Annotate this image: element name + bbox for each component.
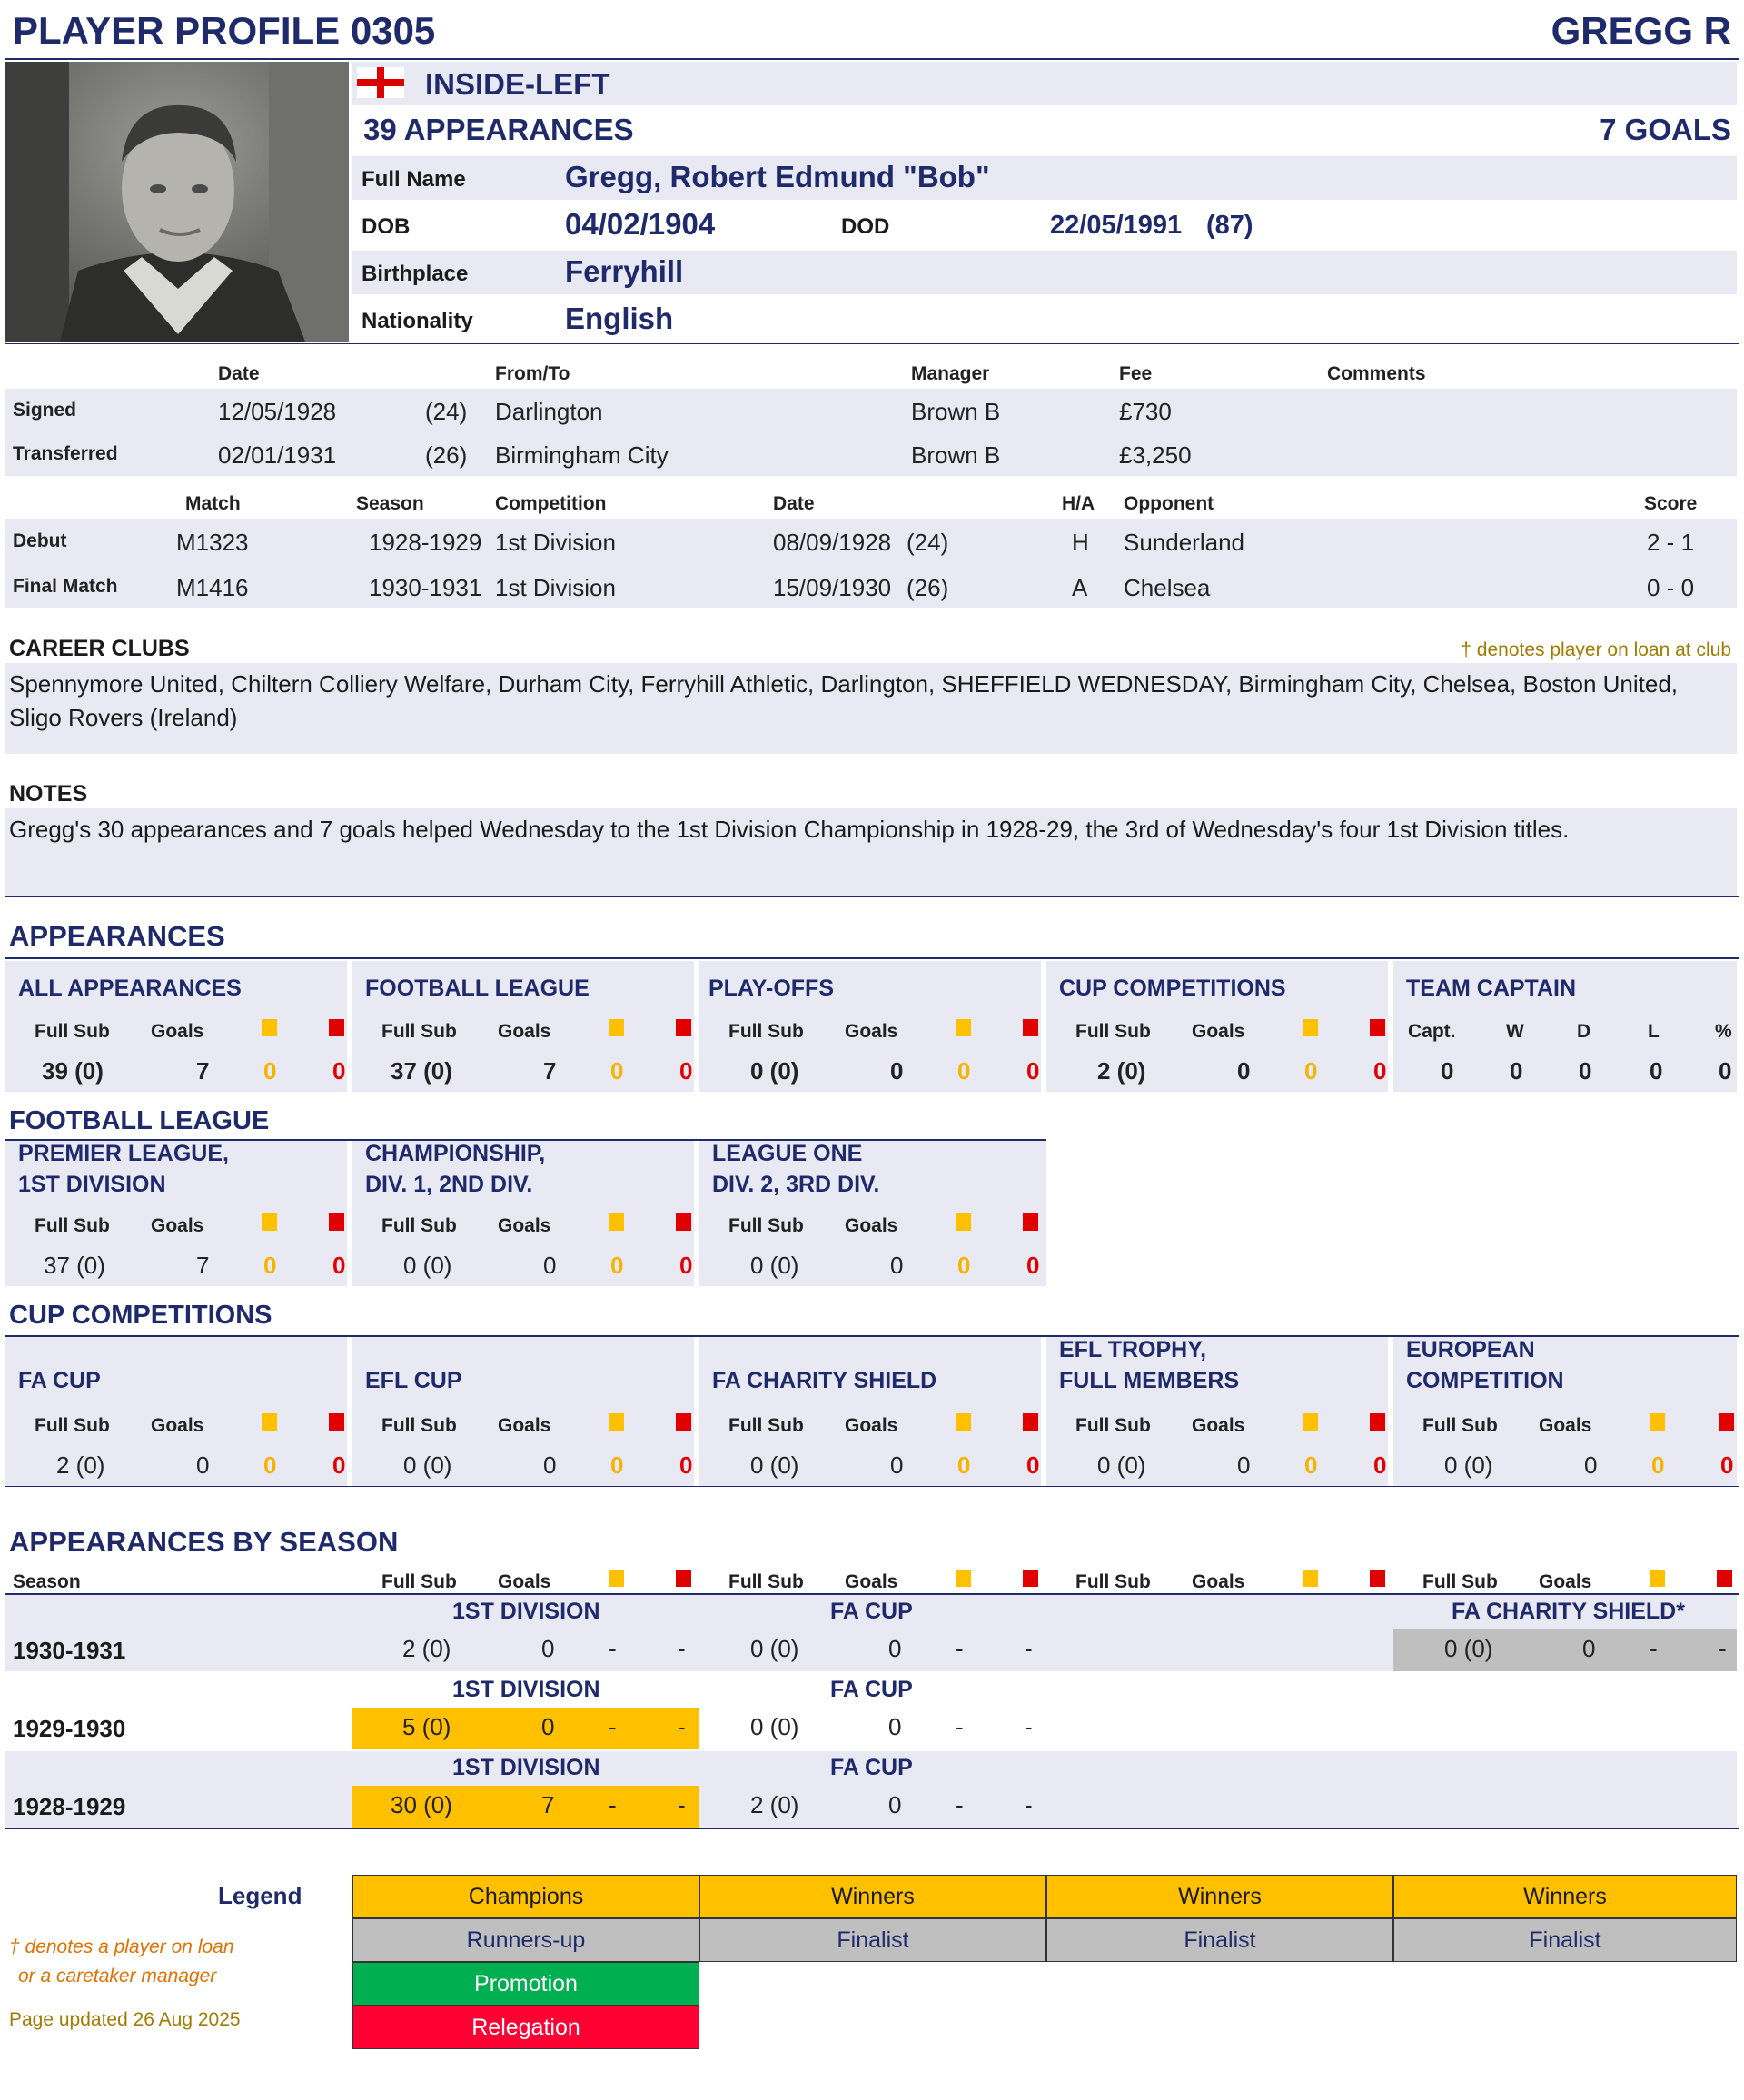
- cup-competition: FA CUP: [830, 1677, 913, 1702]
- debut-season: 1928-1929: [369, 529, 482, 556]
- player-name: GREGG R: [1551, 9, 1731, 52]
- league-full-sub: 5 (0): [402, 1713, 451, 1740]
- appearances-title: APPEARANCES: [9, 920, 225, 952]
- yellow-value: 0: [957, 1057, 971, 1085]
- red-card-icon: [1370, 1413, 1385, 1431]
- cup-block-3: [1046, 1337, 1388, 1486]
- goals-value: 7: [543, 1057, 557, 1085]
- appearances-block-1: [352, 961, 694, 1092]
- red-card-icon: [1717, 1570, 1732, 1587]
- league-yellow: -: [609, 1635, 617, 1662]
- shield-goals: 0: [1582, 1635, 1596, 1662]
- debut-opponent: Sunderland: [1124, 529, 1244, 556]
- final-score: 0 - 0: [1647, 574, 1695, 601]
- dod-age: (87): [1206, 211, 1254, 240]
- full-sub-value: 0 (0): [403, 1451, 452, 1479]
- lost-header: L: [1648, 1021, 1660, 1042]
- cup-goals: 0: [888, 1713, 902, 1740]
- col3-goals: Goals: [1192, 1571, 1245, 1592]
- yellow-card-icon: [609, 1213, 624, 1231]
- notes-rule: [5, 896, 1739, 897]
- red-card-icon: [1719, 1413, 1734, 1431]
- yellow-card-icon: [262, 1213, 277, 1231]
- block-title-2: FA CUP: [18, 1368, 101, 1393]
- cup-red: -: [1025, 1713, 1033, 1740]
- league-block-0: [5, 1141, 347, 1286]
- goals-header: Goals: [1192, 1415, 1245, 1436]
- league-full-sub: 30 (0): [391, 1791, 452, 1818]
- appearances-block-2: [699, 961, 1041, 1092]
- nationality-label: Nationality: [362, 309, 473, 333]
- block-title-2: 1ST DIVISION: [18, 1172, 166, 1197]
- goals-value: 0: [1584, 1451, 1598, 1479]
- yellow-card-icon: [262, 1413, 277, 1431]
- goals-value: 0: [890, 1057, 904, 1085]
- yellow-value: 0: [957, 1252, 971, 1279]
- red-value: 0: [1720, 1451, 1734, 1479]
- full-name: Gregg, Robert Edmund "Bob": [565, 160, 990, 193]
- team-captain-block: [1393, 961, 1737, 1092]
- season-label: 1930-1931: [13, 1637, 126, 1664]
- full-sub-value: 0 (0): [403, 1252, 452, 1279]
- red-value: 0: [332, 1451, 346, 1479]
- goals-value: 0: [890, 1451, 904, 1479]
- yellow-card-icon: [956, 1019, 971, 1036]
- red-value: 0: [1373, 1057, 1387, 1085]
- goals-header: Goals: [498, 1021, 551, 1042]
- goals-value: 0: [543, 1451, 557, 1479]
- full-sub-header: Full Sub: [382, 1021, 457, 1042]
- dob-label: DOB: [362, 214, 411, 239]
- full-sub-header: Full Sub: [35, 1215, 110, 1236]
- full-sub-value: 0 (0): [750, 1451, 799, 1479]
- full-sub-value: 0 (0): [1097, 1451, 1146, 1479]
- red-card-icon: [1023, 1019, 1038, 1036]
- block-title-1: EFL TROPHY,: [1059, 1337, 1207, 1362]
- final-date: 15/09/1930: [773, 574, 892, 601]
- red-card-icon: [676, 1019, 691, 1036]
- career-clubs-title: CAREER CLUBS: [9, 636, 190, 661]
- cup-red: -: [1025, 1791, 1033, 1818]
- full-name-row: [352, 156, 1737, 200]
- red-value: 0: [332, 1252, 346, 1279]
- final-season: 1930-1931: [369, 574, 482, 601]
- transferred-fee: £3,250: [1119, 441, 1192, 469]
- col4-goals: Goals: [1539, 1571, 1592, 1592]
- final-match-label: Final Match: [13, 576, 118, 597]
- competition-header: Competition: [495, 493, 607, 514]
- yellow-card-icon: [609, 1570, 624, 1587]
- legend-winners-1: Winners: [699, 1875, 1046, 1918]
- full-sub-header: Full Sub: [728, 1215, 804, 1236]
- cup-competitions-title: CUP COMPETITIONS: [9, 1301, 272, 1330]
- full-sub-header: Full Sub: [382, 1415, 457, 1436]
- block-title: FOOTBALL LEAGUE: [365, 976, 590, 1001]
- cup-block-0: [5, 1337, 347, 1486]
- player-photo: [5, 62, 349, 342]
- signed-date: 12/05/1928: [218, 398, 337, 425]
- red-card-icon: [329, 1413, 344, 1431]
- league-block-2: [699, 1141, 1046, 1286]
- yellow-value: 0: [1651, 1451, 1665, 1479]
- birthplace-label: Birthplace: [362, 262, 469, 286]
- red-card-icon: [1023, 1213, 1038, 1231]
- dod: 22/05/1991: [1050, 211, 1183, 240]
- block-title-2: DIV. 2, 3RD DIV.: [712, 1172, 880, 1197]
- debut-date: 08/09/1928: [773, 529, 892, 556]
- transfers-fromto-header: From/To: [495, 363, 570, 384]
- debut-match: M1323: [176, 529, 249, 556]
- full-sub-header: Full Sub: [1422, 1415, 1498, 1436]
- full-sub-value: 0 (0): [1444, 1451, 1493, 1479]
- appearances-total: 39 APPEARANCES: [363, 113, 634, 146]
- full-sub-value: 37 (0): [391, 1057, 452, 1085]
- red-card-icon: [1023, 1413, 1038, 1431]
- league-competition: 1ST DIVISION: [452, 1599, 600, 1624]
- goals-header: Goals: [845, 1021, 898, 1042]
- transfers-manager-header: Manager: [911, 363, 990, 384]
- yellow-card-icon: [1303, 1019, 1318, 1036]
- transferred-club: Birmingham City: [495, 441, 669, 469]
- yellow-value: 0: [1304, 1451, 1318, 1479]
- red-value: 0: [679, 1057, 693, 1085]
- debut-age: (24): [907, 529, 949, 556]
- block-title-2: FULL MEMBERS: [1059, 1368, 1240, 1393]
- goals-value: 0: [1237, 1057, 1251, 1085]
- yellow-value: 0: [263, 1252, 277, 1279]
- page-updated: Page updated 26 Aug 2025: [9, 2009, 241, 2030]
- yellow-card-icon: [1650, 1570, 1665, 1587]
- league-goals: 0: [541, 1635, 555, 1662]
- goals-header: Goals: [151, 1415, 204, 1436]
- debut-ha: H: [1072, 529, 1089, 556]
- goals-header: Goals: [151, 1215, 204, 1236]
- goals-header: Goals: [498, 1415, 551, 1436]
- col1-full-sub: Full Sub: [382, 1571, 457, 1592]
- date-header: Date: [773, 493, 815, 514]
- goals-value: 0: [196, 1451, 210, 1479]
- full-sub-value: 37 (0): [44, 1252, 105, 1279]
- red-value: 0: [679, 1252, 693, 1279]
- shield-full-sub: 0 (0): [1444, 1635, 1493, 1662]
- legend-runners-up: Runners-up: [352, 1918, 699, 1962]
- red-card-icon: [1370, 1570, 1385, 1587]
- position: INSIDE-LEFT: [425, 67, 610, 101]
- legend-promotion: Promotion: [352, 1962, 699, 2006]
- full-name-label: Full Name: [362, 167, 466, 192]
- red-value: 0: [1026, 1252, 1040, 1279]
- block-title-2: DIV. 1, 2ND DIV.: [365, 1172, 533, 1197]
- goals-header: Goals: [1192, 1021, 1245, 1042]
- full-sub-value: 0 (0): [750, 1252, 799, 1279]
- yellow-card-icon: [262, 1019, 277, 1036]
- goals-value: 0: [543, 1252, 557, 1279]
- cup-block-2: [699, 1337, 1041, 1486]
- football-league-title: FOOTBALL LEAGUE: [9, 1106, 270, 1135]
- goals-header: Goals: [845, 1215, 898, 1236]
- signed-manager: Brown B: [911, 398, 1001, 425]
- match-header: Match: [185, 493, 241, 514]
- season-header: Season: [356, 493, 424, 514]
- yellow-value: 0: [263, 1057, 277, 1085]
- yellow-value: 0: [610, 1451, 624, 1479]
- signed-label: Signed: [13, 400, 77, 421]
- appearances-rule: [5, 957, 1739, 959]
- yellow-card-icon: [956, 1413, 971, 1431]
- col3-full-sub: Full Sub: [1075, 1571, 1151, 1592]
- cup-full-sub: 0 (0): [750, 1635, 799, 1662]
- cup-goals: 0: [888, 1635, 902, 1662]
- block-title-2: EFL CUP: [365, 1368, 462, 1393]
- shield-competition: FA CHARITY SHIELD*: [1452, 1599, 1685, 1624]
- league-red: -: [678, 1635, 686, 1662]
- col1-goals: Goals: [498, 1571, 551, 1592]
- red-value: 0: [1026, 1057, 1040, 1085]
- league-competition: 1ST DIVISION: [452, 1755, 600, 1780]
- shield-red: -: [1719, 1635, 1727, 1662]
- league-full-sub: 2 (0): [402, 1635, 451, 1662]
- captain-value: 0: [1441, 1057, 1454, 1085]
- legend-finalist-1: Finalist: [699, 1918, 1046, 1962]
- goals-header: Goals: [498, 1215, 551, 1236]
- won-header: W: [1506, 1021, 1524, 1042]
- cups-bottom-rule: [5, 1486, 1739, 1487]
- yellow-value: 0: [263, 1451, 277, 1479]
- percent-header: %: [1715, 1021, 1732, 1042]
- yellow-card-icon: [956, 1570, 971, 1587]
- signed-club: Darlington: [495, 398, 603, 425]
- yellow-value: 0: [957, 1451, 971, 1479]
- england-flag-icon: [357, 67, 404, 98]
- goals-value: 0: [1237, 1451, 1251, 1479]
- full-sub-value: 2 (0): [1097, 1057, 1146, 1085]
- legend-champions: Champions: [352, 1875, 699, 1918]
- full-sub-value: 0 (0): [750, 1057, 799, 1085]
- goals-value: 7: [196, 1057, 210, 1085]
- full-sub-header: Full Sub: [35, 1415, 110, 1436]
- yellow-card-icon: [956, 1213, 971, 1231]
- goals-header: Goals: [1539, 1415, 1592, 1436]
- goals-value: 7: [196, 1252, 210, 1279]
- yellow-card-icon: [1303, 1413, 1318, 1431]
- red-card-icon: [676, 1570, 691, 1587]
- won-value: 0: [1510, 1057, 1523, 1085]
- transferred-age: (26): [425, 441, 468, 469]
- debut-competition: 1st Division: [495, 529, 616, 556]
- birthplace: Ferryhill: [565, 254, 684, 288]
- full-sub-header: Full Sub: [1075, 1021, 1151, 1042]
- red-value: 0: [1026, 1451, 1040, 1479]
- red-value: 0: [332, 1057, 346, 1085]
- league-yellow: -: [609, 1713, 617, 1740]
- legend-winners-3: Winners: [1393, 1875, 1737, 1918]
- block-title-1: LEAGUE ONE: [712, 1141, 863, 1166]
- yellow-card-icon: [1303, 1570, 1318, 1587]
- percent-value: 0: [1719, 1057, 1732, 1085]
- opponent-header: Opponent: [1124, 493, 1214, 514]
- cup-competition: FA CUP: [830, 1599, 913, 1624]
- final-ha: A: [1072, 574, 1088, 601]
- legend-relegation: Relegation: [352, 2006, 699, 2049]
- final-competition: 1st Division: [495, 574, 616, 601]
- cup-red: -: [1025, 1635, 1033, 1662]
- by-season-bottom-rule: [5, 1828, 1739, 1829]
- col4-full-sub: Full Sub: [1422, 1571, 1498, 1592]
- career-clubs-text: Spennymore United, Chiltern Colliery Welfare, Durham City, Ferryhill Athletic, Darlington, SHEFFIELD WEDNESDAY, Birmingham City, Chelsea, Boston United, Sligo Rovers (Ireland): [9, 670, 1679, 731]
- cup-competition: FA CUP: [830, 1755, 913, 1780]
- final-age: (26): [907, 574, 949, 601]
- dod-label: DOD: [841, 214, 890, 239]
- full-sub-value: 2 (0): [56, 1451, 105, 1479]
- score-header: Score: [1644, 493, 1698, 514]
- yellow-card-icon: [609, 1019, 624, 1036]
- yellow-value: 0: [610, 1057, 624, 1085]
- header-rule: [5, 58, 1739, 60]
- nationality: English: [565, 302, 674, 335]
- red-card-icon: [329, 1213, 344, 1231]
- page-title: PLAYER PROFILE 0305: [13, 9, 436, 52]
- season-column-header: Season: [13, 1571, 81, 1592]
- transfers-comments-header: Comments: [1327, 363, 1426, 384]
- appearances-block-3: [1046, 961, 1388, 1092]
- block-title: CUP COMPETITIONS: [1059, 976, 1286, 1001]
- league-yellow: -: [609, 1791, 617, 1818]
- red-card-icon: [329, 1019, 344, 1036]
- goals-total: 7 GOALS: [1600, 113, 1731, 146]
- league-competition: 1ST DIVISION: [452, 1677, 600, 1702]
- loan-note: † denotes player on loan at club: [1461, 639, 1731, 660]
- appearances-block-0: [5, 961, 347, 1092]
- final-match-id: M1416: [176, 574, 249, 601]
- full-sub-header: Full Sub: [382, 1215, 457, 1236]
- season-label: 1929-1930: [13, 1715, 126, 1742]
- cup-yellow: -: [956, 1713, 964, 1740]
- cup-yellow: -: [956, 1791, 964, 1818]
- col2-goals: Goals: [845, 1571, 898, 1592]
- goals-value: 0: [890, 1252, 904, 1279]
- league-goals: 0: [541, 1713, 555, 1740]
- block-title: TEAM CAPTAIN: [1406, 976, 1577, 1001]
- legend-loan-note-1: † denotes a player on loan: [9, 1937, 234, 1957]
- ha-header: H/A: [1062, 493, 1095, 514]
- yellow-card-icon: [609, 1413, 624, 1431]
- drawn-value: 0: [1579, 1057, 1592, 1085]
- red-value: 0: [1373, 1451, 1387, 1479]
- block-title-2: FA CHARITY SHIELD: [712, 1368, 937, 1393]
- block-title: ALL APPEARANCES: [18, 976, 242, 1001]
- cup-goals: 0: [888, 1791, 902, 1818]
- transferred-date: 02/01/1931: [218, 441, 337, 469]
- cup-yellow: -: [956, 1635, 964, 1662]
- profile-rule: [5, 343, 1739, 344]
- cup-full-sub: 2 (0): [750, 1791, 799, 1818]
- captain-header: Capt.: [1408, 1021, 1456, 1042]
- block-title-1: CHAMPIONSHIP,: [365, 1141, 546, 1166]
- cup-block-4: [1393, 1337, 1737, 1486]
- yellow-value: 0: [610, 1252, 624, 1279]
- block-title: PLAY-OFFS: [708, 976, 834, 1001]
- notes-title: NOTES: [9, 781, 88, 807]
- legend-finalist-3: Finalist: [1393, 1918, 1737, 1962]
- red-card-icon: [1023, 1570, 1038, 1587]
- legend-title: Legend: [218, 1882, 302, 1909]
- red-card-icon: [1370, 1019, 1385, 1036]
- full-sub-header: Full Sub: [35, 1021, 110, 1042]
- full-sub-value: 39 (0): [42, 1057, 104, 1085]
- transfers-fee-header: Fee: [1119, 363, 1153, 384]
- block-title-2: COMPETITION: [1406, 1368, 1564, 1393]
- notes-text: Gregg's 30 appearances and 7 goals helped Wednesday to the 1st Division Championship in 1928-29, the 3rd of Wednesday's four 1st Division titles.: [9, 816, 1570, 843]
- cup-block-1: [352, 1337, 694, 1486]
- yellow-card-icon: [1650, 1413, 1665, 1431]
- col2-full-sub: Full Sub: [728, 1571, 804, 1592]
- season-label: 1928-1929: [13, 1793, 126, 1820]
- red-card-icon: [676, 1413, 691, 1431]
- transferred-manager: Brown B: [911, 441, 1001, 469]
- debut-score: 2 - 1: [1647, 529, 1695, 556]
- full-sub-header: Full Sub: [1075, 1415, 1151, 1436]
- league-red: -: [678, 1791, 686, 1818]
- final-opponent: Chelsea: [1124, 574, 1211, 601]
- block-title-1: EUROPEAN: [1406, 1337, 1535, 1362]
- league-block-1: [352, 1141, 694, 1286]
- league-goals: 7: [541, 1791, 555, 1818]
- legend-winners-2: Winners: [1046, 1875, 1393, 1918]
- drawn-header: D: [1577, 1021, 1591, 1042]
- transferred-label: Transferred: [13, 443, 118, 464]
- debut-label: Debut: [13, 530, 67, 551]
- legend-loan-note-2: or a caretaker manager: [18, 1966, 217, 1986]
- dob: 04/02/1904: [565, 207, 716, 241]
- signed-age: (24): [425, 398, 468, 425]
- red-card-icon: [676, 1213, 691, 1231]
- goals-header: Goals: [845, 1415, 898, 1436]
- legend-finalist-2: Finalist: [1046, 1918, 1393, 1962]
- birthplace-row: [352, 251, 1737, 294]
- red-value: 0: [679, 1451, 693, 1479]
- yellow-value: 0: [1304, 1057, 1318, 1085]
- block-title-1: PREMIER LEAGUE,: [18, 1141, 229, 1166]
- cup-full-sub: 0 (0): [750, 1713, 799, 1740]
- shield-yellow: -: [1650, 1635, 1658, 1662]
- transfers-date-header: Date: [218, 363, 260, 384]
- lost-value: 0: [1650, 1057, 1663, 1085]
- goals-header: Goals: [151, 1021, 204, 1042]
- by-season-title: APPEARANCES BY SEASON: [9, 1526, 399, 1558]
- full-sub-header: Full Sub: [728, 1021, 804, 1042]
- full-sub-header: Full Sub: [728, 1415, 804, 1436]
- league-red: -: [678, 1713, 686, 1740]
- signed-fee: £730: [1119, 398, 1172, 425]
